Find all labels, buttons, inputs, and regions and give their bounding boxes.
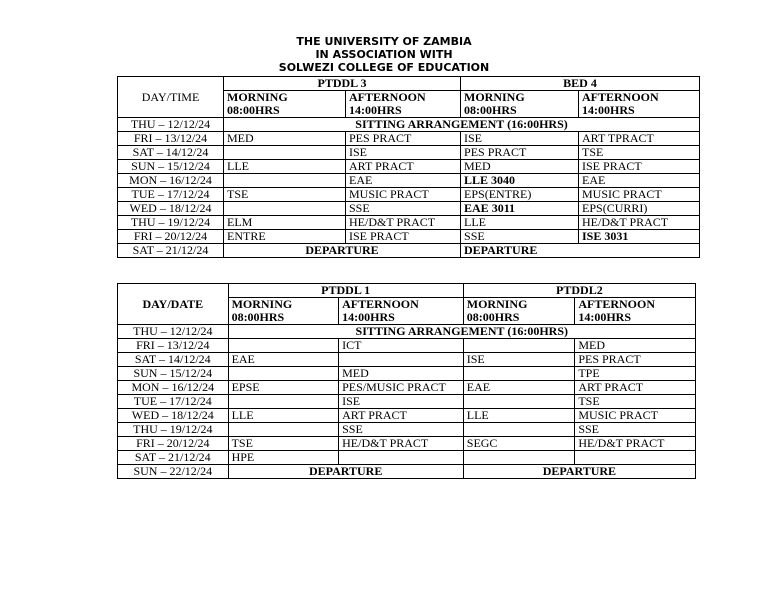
subheader-cell: MORNING 08:00HRS [463,298,575,325]
table-row [118,160,700,174]
exam-cell: EAE [463,381,575,395]
table-row [118,230,700,244]
exam-cell: ISE 3031 [579,230,700,244]
exam-cell: MUSIC PRACT [346,188,461,202]
subheader-cell: MORNING 08:00HRS [228,298,339,325]
exam-cell [224,146,346,160]
exam-cell: HE/D&T PRACT [575,437,696,451]
exam-cell: TSE [228,437,339,451]
departure-cell: DEPARTURE [463,465,695,479]
departure-cell: DEPARTURE [461,244,700,258]
exam-cell: TSE [224,188,346,202]
group-header: PTDDL 3 [224,77,461,91]
corner-header: DAY/DATE [118,284,229,325]
day-cell: TUE – 17/12/24 [118,395,229,409]
exam-cell [228,395,339,409]
exam-cell: EAE [346,174,461,188]
day-cell: FRI – 20/12/24 [118,437,229,451]
university-title: THE UNIVERSITY OF ZAMBIA [296,35,472,48]
exam-cell [228,367,339,381]
exam-cell: PES PRACT [461,146,579,160]
exam-cell: LLE [461,216,579,230]
exam-cell [224,202,346,216]
exam-cell: ICT [339,339,464,353]
corner-header: DAY/TIME [118,77,224,118]
exam-cell: ART PRACT [339,409,464,423]
exam-cell: LLE 3040 [461,174,579,188]
exam-cell: SEGC [463,437,575,451]
exam-cell [463,339,575,353]
exam-cell: SSE [339,423,464,437]
timetable-ptddl1-ptddl2 [117,283,696,479]
day-cell: SUN – 22/12/24 [118,465,229,479]
day-cell: THU – 19/12/24 [118,216,224,230]
exam-cell: ART PRACT [575,381,696,395]
exam-cell: LLE [228,409,339,423]
exam-cell: MUSIC PRACT [579,188,700,202]
day-cell: TUE – 17/12/24 [118,188,224,202]
table-row [118,423,696,437]
exam-cell [228,339,339,353]
subheader-cell: AFTERNOON 14:00HRS [579,91,700,118]
group-header: BED 4 [461,77,700,91]
day-cell: SAT – 21/12/24 [118,451,229,465]
exam-cell: MED [339,367,464,381]
association-line: IN ASSOCIATION WITH [315,48,453,61]
exam-cell: SSE [346,202,461,216]
day-cell: THU – 19/12/24 [118,423,229,437]
exam-cell: HE/D&T PRACT [346,216,461,230]
exam-cell: SSE [461,230,579,244]
table-row [118,437,696,451]
exam-cell: HE/D&T PRACT [339,437,464,451]
departure-cell: DEPARTURE [228,465,463,479]
exam-cell [228,423,339,437]
subheader-cell: MORNING 08:00HRS [461,91,579,118]
table-row [118,202,700,216]
exam-cell: EPS(CURRI) [579,202,700,216]
table-row [118,188,700,202]
departure-cell: DEPARTURE [224,244,461,258]
exam-cell [339,451,464,465]
exam-cell: ISE PRACT [346,230,461,244]
day-cell: FRI – 13/12/24 [118,339,229,353]
group-header: PTDDL 1 [228,284,463,298]
exam-cell: PES PRACT [575,353,696,367]
subheader-cell: MORNING 08:00HRS [224,91,346,118]
table-row [118,146,700,160]
exam-cell: ENTRE [224,230,346,244]
subheader-cell: AFTERNOON 14:00HRS [346,91,461,118]
college-title: SOLWEZI COLLEGE OF EDUCATION [278,61,490,74]
table-row [118,395,696,409]
exam-cell: EAE [228,353,339,367]
exam-cell: LLE [224,160,346,174]
exam-cell: ISE [463,353,575,367]
exam-cell: EAE [579,174,700,188]
day-cell: FRI – 20/12/24 [118,230,224,244]
day-cell: WED – 18/12/24 [118,409,229,423]
day-cell: SUN – 15/12/24 [118,160,224,174]
subheader-cell: AFTERNOON 14:00HRS [339,298,464,325]
exam-cell: MED [575,339,696,353]
exam-cell [463,395,575,409]
sitting-arrangement: SITTING ARRANGEMENT (16:00HRS) [224,118,700,132]
day-cell: THU – 12/12/24 [118,118,224,132]
table-row [118,409,696,423]
exam-cell: TSE [579,146,700,160]
table-row [118,174,700,188]
sitting-arrangement: SITTING ARRANGEMENT (16:00HRS) [228,325,695,339]
exam-cell: LLE [463,409,575,423]
table-row [118,216,700,230]
exam-cell: ISE PRACT [579,160,700,174]
exam-cell: ELM [224,216,346,230]
timetable-ptddl3-bed4 [117,76,700,258]
exam-cell: TPE [575,367,696,381]
day-cell: FRI – 13/12/24 [118,132,224,146]
exam-cell: EAE 3011 [461,202,579,216]
exam-cell: MUSIC PRACT [575,409,696,423]
exam-cell: ART PRACT [346,160,461,174]
day-cell: SAT – 21/12/24 [118,244,224,258]
table-row [118,381,696,395]
exam-cell [339,353,464,367]
exam-cell: SSE [575,423,696,437]
exam-cell: PES PRACT [346,132,461,146]
group-header: PTDDL2 [463,284,695,298]
table-row [118,353,696,367]
exam-cell [463,367,575,381]
table-row [118,451,696,465]
exam-cell: HPE [228,451,339,465]
exam-cell: EPSE [228,381,339,395]
exam-cell: ISE [461,132,579,146]
day-cell: SAT – 14/12/24 [118,353,229,367]
exam-cell: MED [461,160,579,174]
subheader-cell: AFTERNOON 14:00HRS [575,298,696,325]
exam-cell: ISE [339,395,464,409]
day-cell: MON – 16/12/24 [118,174,224,188]
exam-cell [224,174,346,188]
exam-cell: EPS(ENTRE) [461,188,579,202]
table-row [118,132,700,146]
day-cell: SAT – 14/12/24 [118,146,224,160]
day-cell: WED – 18/12/24 [118,202,224,216]
document-header [0,35,768,74]
exam-cell: TSE [575,395,696,409]
day-cell: THU – 12/12/24 [118,325,229,339]
exam-cell [463,451,575,465]
exam-cell [463,423,575,437]
exam-cell [575,451,696,465]
day-cell: SUN – 15/12/24 [118,367,229,381]
exam-cell: ART TPRACT [579,132,700,146]
table-row [118,339,696,353]
exam-cell: ISE [346,146,461,160]
table-row [118,367,696,381]
exam-cell: HE/D&T PRACT [579,216,700,230]
exam-cell: MED [224,132,346,146]
day-cell: MON – 16/12/24 [118,381,229,395]
exam-cell: PES/MUSIC PRACT [339,381,464,395]
